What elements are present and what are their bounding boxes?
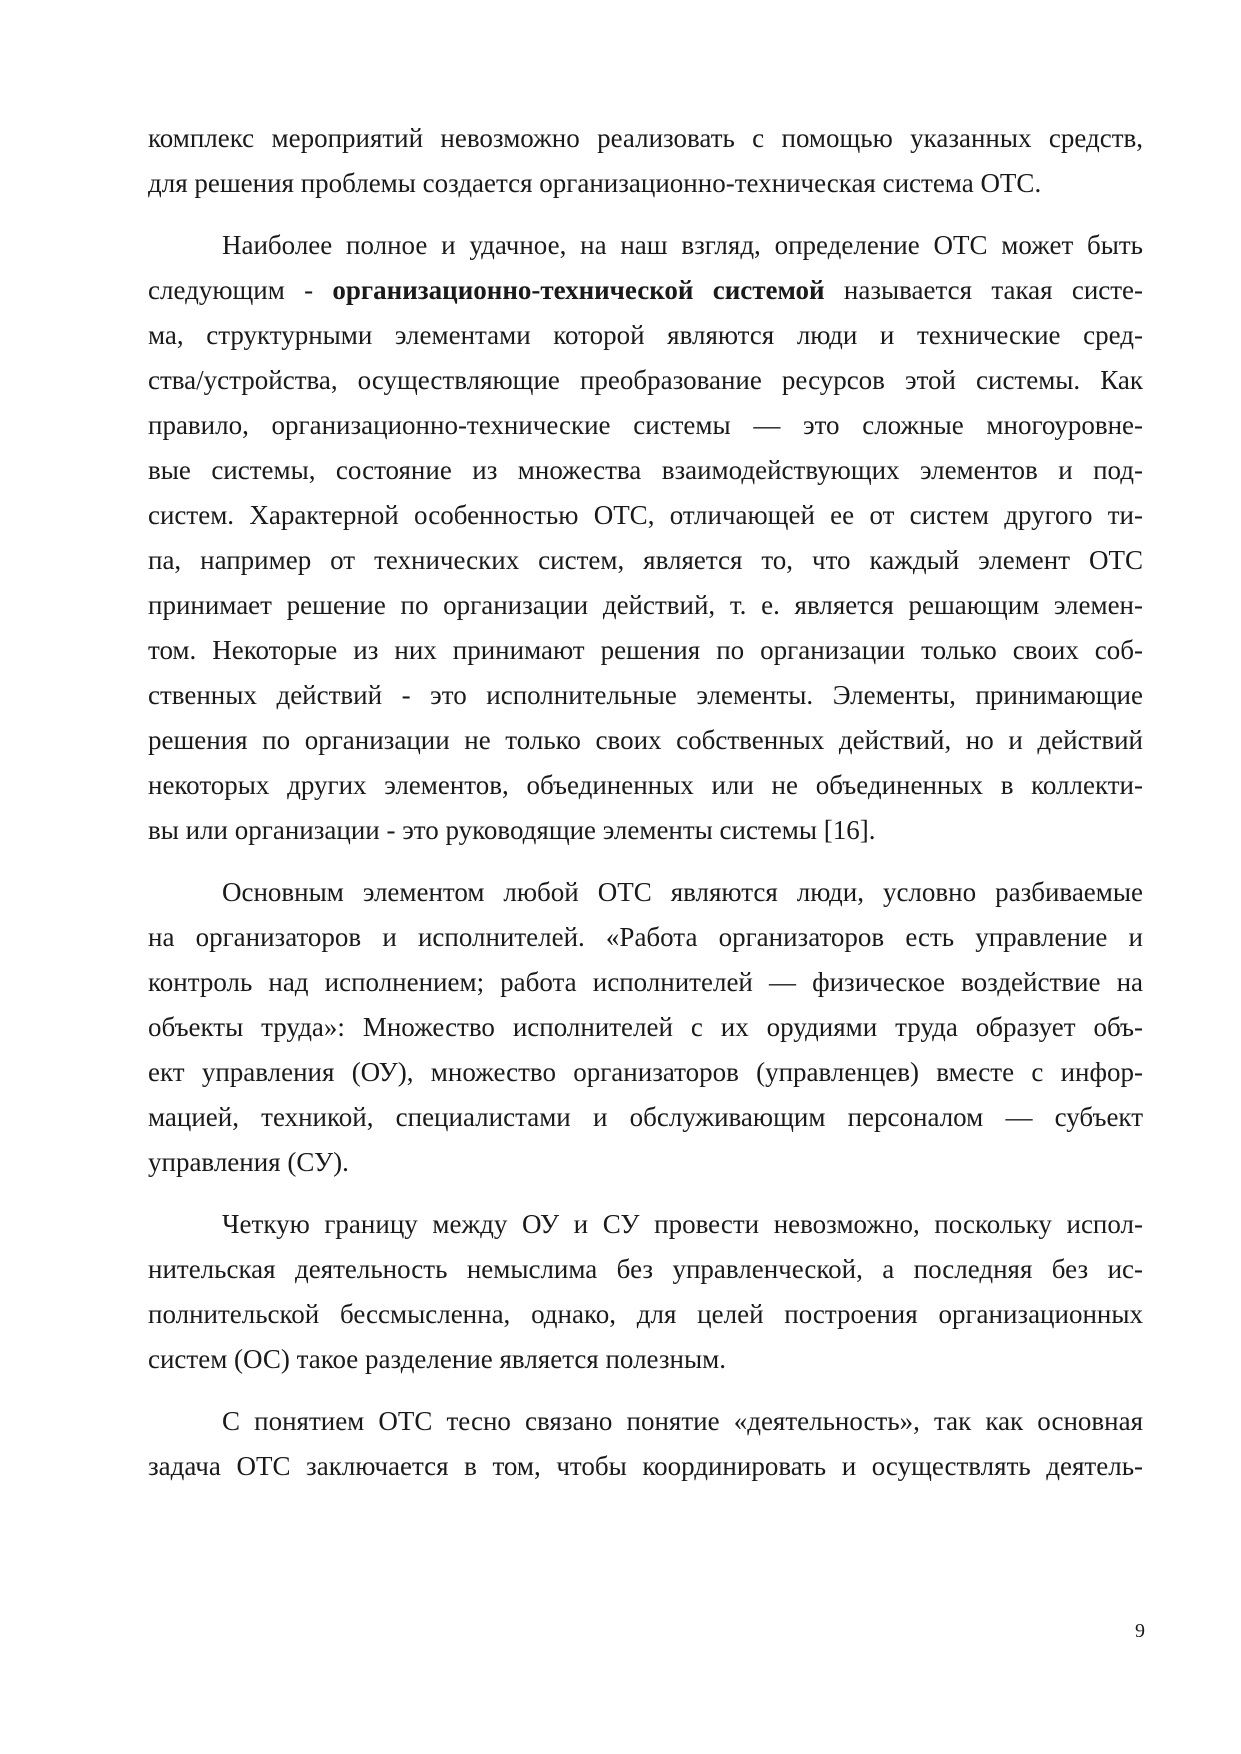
text-line: ект управления (ОУ), множество организаторов (управленцев) вместе с инфор- [148, 1057, 1143, 1087]
text-line: Четкую границу между ОУ и СУ провести невозможно, поскольку испол- [222, 1209, 1143, 1239]
text-line: некоторых других элементов, объединенных или не объединенных в коллекти- [148, 770, 1143, 800]
text-line: ства/устройства, осуществляющие преобразование ресурсов этой системы. Как [148, 365, 1143, 395]
text-line: С понятием ОТС тесно связано понятие «деятельность», так как основная [222, 1406, 1143, 1436]
text-line: ма, структурными элементами которой являются люди и технические сред- [148, 320, 1143, 350]
text-line: управления (СУ). [148, 1147, 349, 1177]
text-line: ственных действий - это исполнительные элементы. Элементы, принимающие [148, 680, 1143, 710]
text-line: принимает решение по организации действий, т. е. является решающим элемен- [148, 590, 1143, 620]
text-line: решения по организации не только своих собственных действий, но и действий [148, 725, 1143, 755]
page-number: 9 [1135, 1620, 1145, 1642]
text-line: объекты труда»: Множество исполнителей с их орудиями труда образует объ- [148, 1012, 1143, 1042]
text-line: Основным элементом любой ОТС являются люди, условно разбиваемые [222, 877, 1143, 907]
text-line: систем (ОС) такое разделение является полезным. [148, 1344, 726, 1374]
text-line: на организаторов и исполнителей. «Работа организаторов есть управление и [148, 922, 1143, 952]
text-line: па, например от технических систем, является то, что каждый элемент ОТС [148, 545, 1143, 575]
text-fragment: называется такая систе- [843, 275, 1144, 305]
text-line: нительская деятельность немыслима без управленческой, а последняя без ис- [148, 1254, 1143, 1284]
text-line: правило, организационно-технические системы — это сложные многоуровне- [148, 410, 1143, 440]
text-line: мацией, техникой, специалистами и обслуживающим персоналом — субъект [148, 1102, 1143, 1132]
text-fragment: следующим - [148, 275, 314, 305]
text-line: для решения проблемы создается организационно-техническая система ОТС. [148, 168, 1042, 198]
text-line: Наиболее полное и удачное, на наш взгляд, определение ОТС может быть [222, 230, 1143, 260]
text-line: контроль над исполнением; работа исполнителей — физическое воздействие на [148, 967, 1143, 997]
text-line: комплекс мероприятий невозможно реализовать с помощью указанных средств, [148, 123, 1143, 153]
text-line: полнительской бессмысленна, однако, для целей построения организационных [148, 1299, 1143, 1329]
text-line: вые системы, состояние из множества взаимодействующих элементов и под- [148, 455, 1143, 485]
text-line: том. Некоторые из них принимают решения по организации только своих соб- [148, 635, 1143, 665]
defined-term: организационно-технической системой [332, 275, 825, 305]
text-line: вы или организации - это руководящие элементы системы [16]. [148, 815, 876, 845]
text-line: задача ОТС заключается в том, чтобы координировать и осуществлять деятель- [148, 1451, 1143, 1481]
text-line: систем. Характерной особенностью ОТС, отличающей ее от систем другого ти- [148, 500, 1143, 530]
text-line-with-definition [148, 272, 1143, 308]
